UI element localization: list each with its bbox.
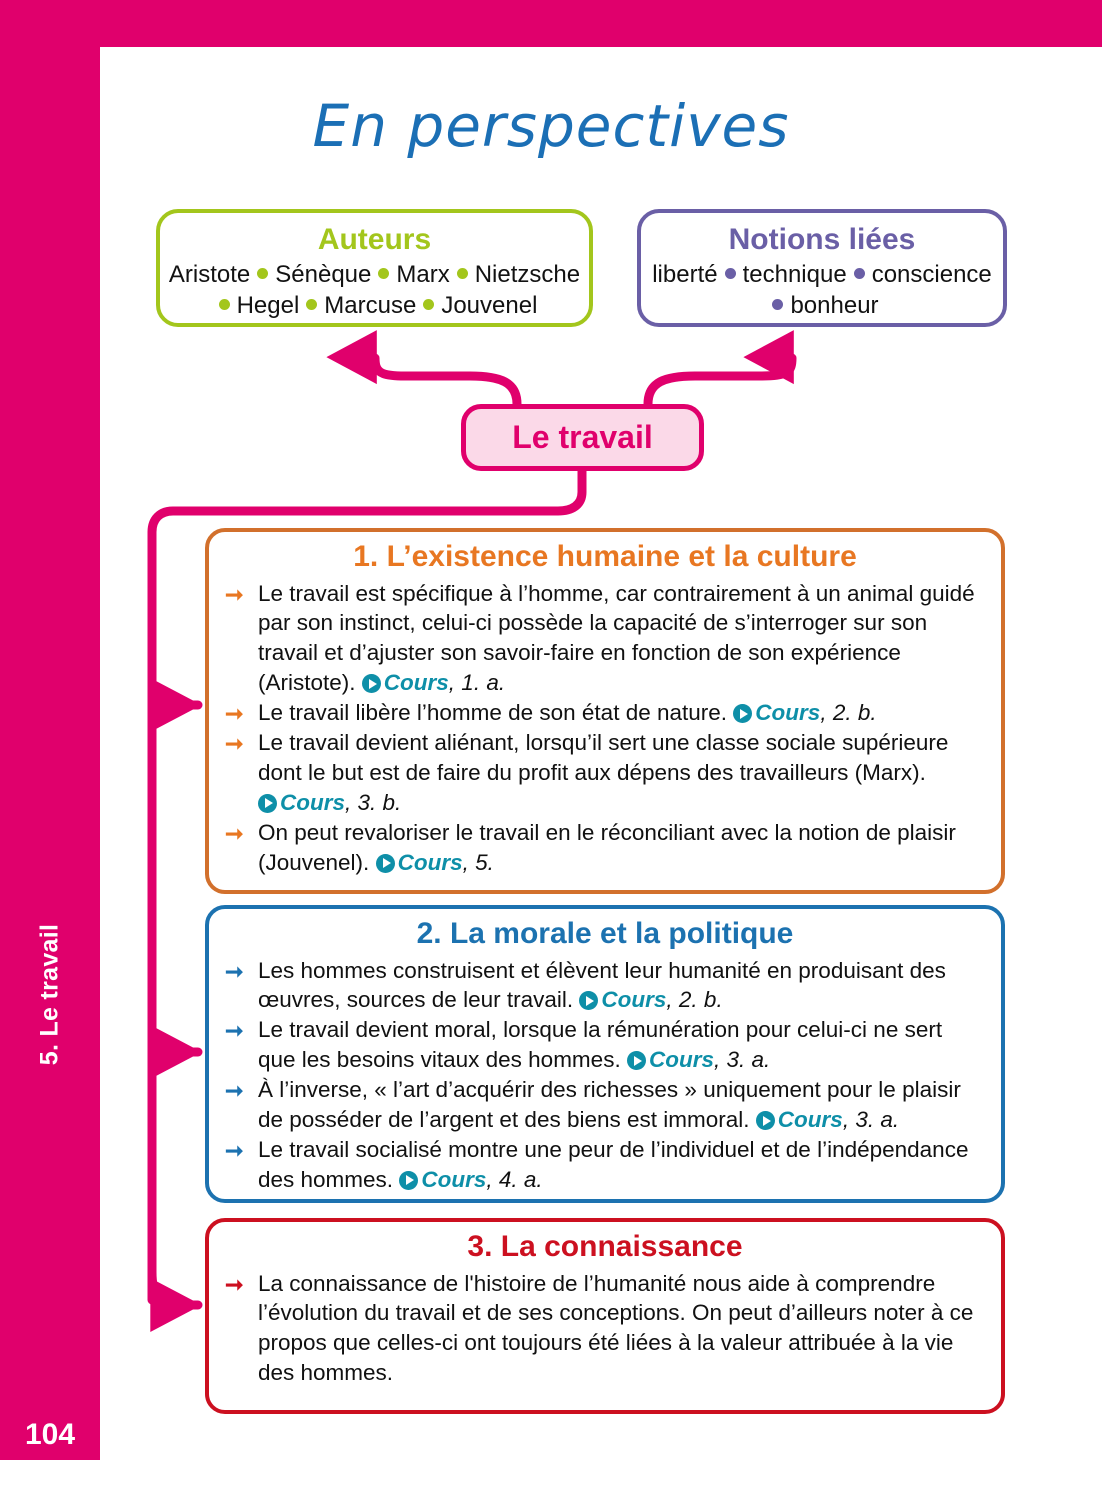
section-box-1 — [205, 528, 1005, 894]
cours-number: , 5. — [462, 849, 494, 875]
bullet-item — [225, 1269, 985, 1389]
central-topic-label: Le travail — [512, 419, 653, 455]
bullet-item — [225, 1075, 985, 1135]
cours-label: Cours — [383, 670, 449, 696]
play-circle-icon — [258, 794, 277, 813]
play-circle-icon — [376, 854, 395, 873]
section-2-title: 2. La morale et la politique — [416, 917, 794, 950]
bullet-dot-icon — [854, 268, 865, 279]
cours-number: , 3. a. — [713, 1047, 771, 1073]
notion-name: conscience — [871, 261, 992, 288]
bullet-text: À l’inverse, « l’art d’acquérir des richesses » uniquement pour le plaisir de posséder de l’argent et des biens est immoral. — [258, 1077, 961, 1133]
author-name: Marx — [396, 261, 450, 288]
play-circle-icon — [627, 1051, 646, 1070]
cours-reference[interactable] — [399, 1167, 542, 1192]
bullet-dot-icon — [257, 268, 268, 279]
notion-name: liberté — [652, 261, 718, 288]
play-circle-icon — [399, 1171, 418, 1190]
bullet-dot-icon — [423, 299, 434, 310]
cours-label: Cours — [397, 849, 463, 875]
authors-box — [156, 209, 593, 327]
arrow-bullet-icon: ➞ — [225, 731, 244, 757]
cours-label: Cours — [777, 1107, 843, 1133]
section-box-3 — [205, 1218, 1005, 1414]
arrow-bullet-icon: ➞ — [225, 581, 244, 607]
top-banner — [0, 0, 1102, 47]
cours-reference[interactable] — [258, 790, 401, 815]
authors-box-title: Auteurs — [317, 223, 432, 256]
cours-label: Cours — [421, 1166, 487, 1192]
bullet-text: Le travail socialisé montre une peur de l’individuel et de l’indépendance des hommes. — [258, 1137, 969, 1192]
cours-reference[interactable] — [362, 670, 505, 695]
section-2-bullets — [225, 956, 985, 1195]
bullet-text: Le travail devient aliénant, lorsqu’il sert une classe sociale supérieure dont le but est de faire du profit aux dépens des travailleurs (Marx). — [258, 730, 949, 786]
cours-reference[interactable] — [376, 850, 494, 875]
bullet-item — [225, 956, 985, 1016]
bullet-item — [225, 1135, 985, 1195]
section-1-title: 1. L’existence humaine et la culture — [353, 540, 857, 573]
cours-label: Cours — [601, 987, 667, 1013]
notion-name: technique — [742, 261, 847, 288]
play-circle-icon — [756, 1111, 775, 1130]
cours-number: , 2. b. — [820, 700, 877, 726]
bullet-dot-icon — [378, 268, 389, 279]
section-3-title: 3. La connaissance — [467, 1230, 743, 1263]
arrow-bullet-icon: ➞ — [225, 1271, 244, 1297]
bullet-dot-icon — [725, 268, 736, 279]
left-color-strip — [0, 0, 100, 1438]
cours-reference[interactable] — [579, 987, 722, 1012]
author-name: Jouvenel — [441, 291, 538, 319]
bullet-text: Le travail devient moral, lorsque la rémunération pour celui-ci ne sert que les besoins vitaux des hommes. — [258, 1017, 943, 1073]
bullet-text: La connaissance de l'histoire de l’humanité nous aide à comprendre l’évolution du travail et de ses conceptions. On peut d’ailleurs noter à ce propos que celles-ci ont toujours été liées à la valeur attribuée à la vie des hommes. — [258, 1270, 974, 1386]
arrow-bullet-icon: ➞ — [225, 1078, 244, 1104]
author-name: Hegel — [236, 291, 300, 319]
section-box-2 — [205, 905, 1005, 1203]
page-number: 104 — [24, 1418, 76, 1451]
bullet-dot-icon — [219, 299, 230, 310]
play-circle-icon — [579, 991, 598, 1010]
section-3-bullets — [225, 1269, 985, 1389]
arrow-bullet-icon: ➞ — [225, 958, 244, 984]
bullet-text: Le travail est spécifique à l’homme, car contrairement à un animal guidé par son instinct, celui-ci possède la capacité de s’interroger sur son travail et d’ajuster son savoir-faire en fonction de son expérience (Aristote). — [258, 580, 975, 696]
author-name: Nietzsche — [474, 261, 581, 288]
bullet-dot-icon — [457, 268, 468, 279]
related-notions-box-title: Notions liées — [728, 223, 916, 256]
page-number-tab — [0, 1410, 100, 1460]
cours-number: , 3. a. — [842, 1107, 900, 1133]
bullet-item — [225, 818, 985, 878]
arrow-bullet-icon: ➞ — [225, 1138, 244, 1164]
notion-name: bonheur — [790, 291, 879, 319]
related-notions-box — [637, 209, 1007, 327]
bullet-dot-icon — [772, 299, 783, 310]
page-title: En perspectives — [312, 92, 790, 160]
bullet-item — [225, 698, 985, 728]
section-1-bullets — [225, 579, 985, 878]
cours-number: , 4. a. — [486, 1166, 543, 1192]
bullet-text: Le travail libère l’homme de son état de nature. — [258, 700, 728, 726]
cours-label: Cours — [648, 1047, 714, 1073]
play-circle-icon — [362, 674, 381, 693]
author-name: Sénèque — [275, 261, 372, 288]
arrow-bullet-icon: ➞ — [225, 701, 244, 727]
central-topic-node — [461, 404, 704, 471]
arrow-bullet-icon: ➞ — [225, 820, 244, 846]
cours-reference[interactable] — [733, 700, 876, 725]
bullet-item — [225, 1015, 985, 1075]
author-name: Aristote — [168, 261, 251, 288]
cours-label: Cours — [280, 789, 346, 815]
play-circle-icon — [733, 704, 752, 723]
cours-reference[interactable] — [627, 1047, 770, 1072]
bullet-text: On peut revaloriser le travail en le réconciliant avec la notion de plaisir (Jouvenel). — [258, 819, 956, 875]
cours-reference[interactable] — [756, 1107, 899, 1132]
bullet-item — [225, 579, 985, 699]
arrow-bullet-icon: ➞ — [225, 1018, 244, 1044]
bullet-dot-icon — [306, 299, 317, 310]
cours-number: , 3. b. — [345, 789, 402, 815]
cours-number: , 1. a. — [448, 670, 506, 696]
chapter-side-tab: 5. Le travail — [35, 923, 64, 1066]
related-notions-list — [641, 260, 1003, 321]
cours-label: Cours — [755, 700, 821, 726]
author-name: Marcuse — [324, 291, 417, 319]
authors-list — [160, 260, 589, 321]
cours-number: , 2. b. — [666, 987, 723, 1013]
bullet-item — [225, 728, 985, 818]
bullet-text: Les hommes construisent et élèvent leur humanité en produisant des œuvres, sources de leur travail. — [258, 957, 946, 1013]
